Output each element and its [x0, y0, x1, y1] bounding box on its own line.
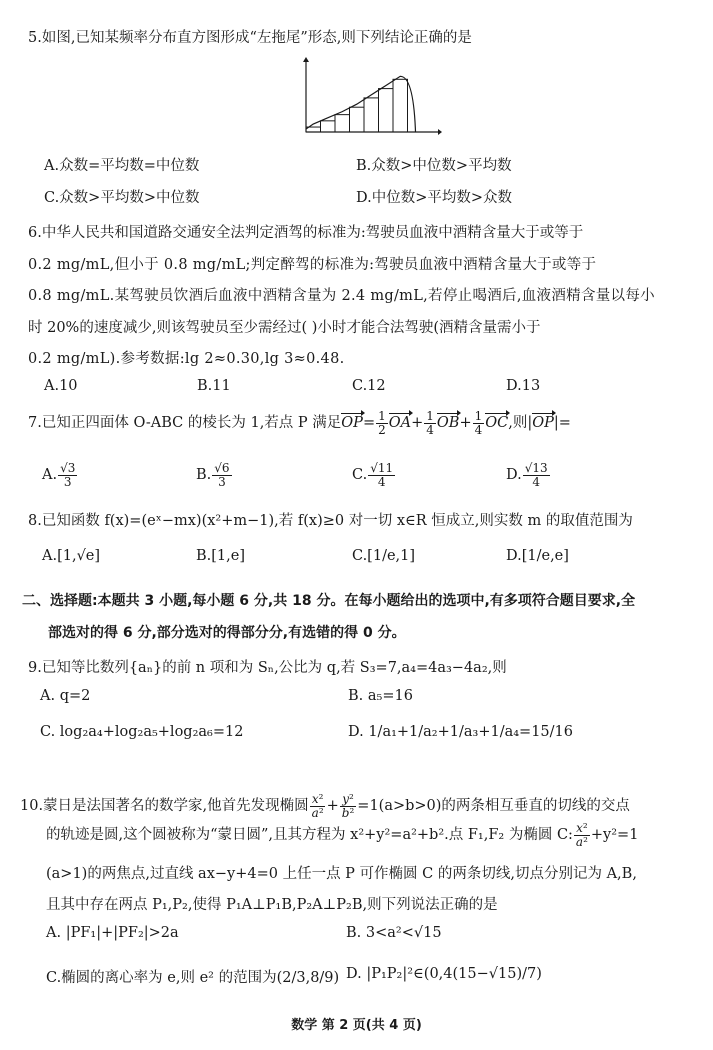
q5-option-c: C.众数>平均数>中位数	[44, 190, 200, 206]
q7-option-d: D. $\frac{√13}{4}$	[506, 461, 548, 489]
q5-stem: 5.如图,已知某频率分布直方图形成“左拖尾”形态,则下列结论正确的是	[28, 30, 472, 46]
section-2-line-2: 部选对的得 6 分,部分选对的得部分分,有选错的得 0 分。	[48, 625, 406, 641]
q10-line-2: 的轨迹是圆,这个圆被称为“蒙日圆”,且其方程为 x²+y²=a²+b².点 F₁,F₂ 为椭圆 C: $\frac{\text{x²}}{\text{a²}}$ +y²=1	[46, 821, 639, 849]
x-axis-arrow	[438, 129, 442, 135]
q9-option-b: B. a₅=16	[348, 688, 413, 704]
q9-option-c: C. log₂a₄+log₂a₅+log₂a₆=12	[40, 724, 244, 740]
q6-line-4: 时 20%的速度减少,则该驾驶员至少需经过( )小时才能合法驾驶(酒精含量需小于	[28, 320, 541, 336]
q7-option-c: C. $\frac{√11}{4}$	[352, 461, 394, 489]
q9-option-a: A. q=2	[40, 688, 91, 704]
q10-line-2a: 的轨迹是圆,这个圆被称为“蒙日圆”,且其方程为 x²+y²=a²+b².点 F₁,F₂ 为椭圆 C:	[46, 827, 573, 844]
q6-option-a: A.10	[44, 378, 78, 394]
q10-line-2b: +y²=1	[590, 827, 639, 844]
q5-option-b: B.众数>中位数>平均数	[356, 158, 512, 174]
y-axis-arrow	[303, 57, 309, 62]
q7-stem-post: ,则|	[508, 415, 533, 432]
q10-line-3: (a>1)的两焦点,过直线 ax−y+4=0 上任一点 P 可作椭圆 C 的两条切线,切点分别记为 A,B,	[46, 866, 637, 882]
q10-line-1b: =1(a>b>0)的两条相互垂直的切线的交点	[357, 798, 630, 815]
section-2-line-1: 二、选择题:本题共 3 小题,每小题 6 分,共 18 分。在每小题给出的选项中,有多项符合题目要求,全	[22, 593, 636, 609]
q6-line-5: 0.2 mg/mL).参考数据:lg 2≈0.30,lg 3≈0.48.	[28, 351, 345, 367]
q5-option-d: D.中位数>平均数>众数	[356, 190, 513, 206]
q8-option-a: A.[1,√e]	[42, 548, 101, 564]
q7-option-b: B. $\frac{√6}{3}$	[196, 461, 230, 489]
q8-option-d: D.[1/e,e]	[506, 548, 569, 564]
q8-stem: 8.已知函数 f(x)=(eˣ−mx)(x²+m−1),若 f(x)≥0 对一切 x∈R 恒成立,则实数 m 的取值范围为	[28, 513, 633, 529]
density-curve	[306, 76, 416, 132]
q10-option-b: B. 3<a²<√15	[346, 925, 442, 941]
q10-option-c: C.椭圆的离心率为 e,则 e² 的范围为(2/3,8/9)	[46, 970, 340, 986]
q10-line-1: 10.蒙日是法国著名的数学家,他首先发现椭圆 $\frac{\text{x²}}{\text{a²}}$ + $\frac{\text{y²}}{\text{b²}}$ =1(a>b>0)的两条相互垂直的切线的交点	[20, 792, 630, 820]
page-footer: 数学 第 2 页(共 4 页)	[291, 1018, 422, 1033]
q10-option-d: D. |P₁P₂|²∈(0,4(15−√15)/7)	[346, 966, 542, 982]
q10-line-1a: 10.蒙日是法国著名的数学家,他首先发现椭圆	[20, 798, 309, 815]
q7-stem: 7.已知正四面体 O-ABC 的棱长为 1,若点 P 满足OP= $\frac{1}{2}$ OA+ $\frac{1}{4}$ OB+ $\frac{1}{4}$ OC,则|OP|=	[28, 409, 571, 437]
histogram-figure	[296, 56, 442, 138]
q6-option-b: B.11	[197, 378, 231, 394]
q6-line-2: 0.2 mg/mL,但小于 0.8 mg/mL;判定醉驾的标准为:驾驶员血液中酒精含量大于或等于	[28, 257, 597, 273]
q5-option-a: A.众数=平均数=中位数	[44, 158, 200, 174]
q6-line-3: 0.8 mg/mL.某驾驶员饮酒后血液中酒精含量为 2.4 mg/mL,若停止喝酒后,血液酒精含量以每小	[28, 288, 655, 304]
q9-option-d: D. 1/a₁+1/a₂+1/a₃+1/a₄=15/16	[348, 724, 573, 740]
q8-option-b: B.[1,e]	[196, 548, 245, 564]
q7-option-a: A. $\frac{√3}{3}$	[42, 461, 76, 489]
q7-stem-text: 7.已知正四面体 O-ABC 的棱长为 1,若点 P 满足	[28, 415, 342, 432]
histogram-bar	[364, 98, 379, 132]
histogram-bar	[393, 79, 408, 132]
q6-line-1: 6.中华人民共和国道路交通安全法判定酒驾的标准为:驾驶员血液中酒精含量大于或等于	[28, 225, 584, 241]
histogram-bar	[321, 121, 336, 132]
q7-stem-end: |=	[553, 415, 571, 432]
histogram-bar	[335, 115, 350, 132]
histogram-bar	[379, 89, 394, 132]
q6-option-c: C.12	[352, 378, 386, 394]
q8-option-c: C.[1/e,1]	[352, 548, 416, 564]
q10-line-4: 且其中存在两点 P₁,P₂,使得 P₁A⊥P₁B,P₂A⊥P₂B,则下列说法正确的是	[46, 897, 498, 913]
q10-option-a: A. |PF₁|+|PF₂|>2a	[46, 925, 179, 941]
q6-option-d: D.13	[506, 378, 541, 394]
q9-stem: 9.已知等比数列{aₙ}的前 n 项和为 Sₙ,公比为 q,若 S₃=7,a₄=4a₃−4a₂,则	[28, 660, 507, 676]
histogram-bar	[350, 107, 365, 132]
